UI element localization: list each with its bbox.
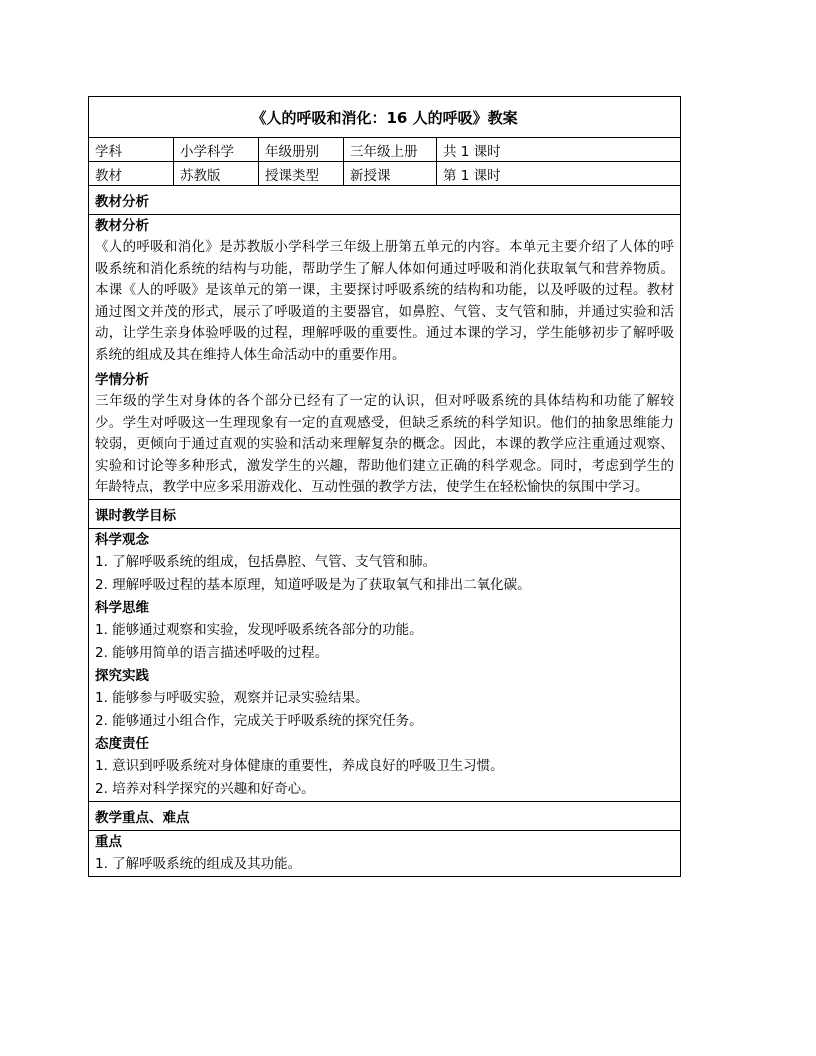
analysis-heading: 教材分析 xyxy=(89,186,681,215)
subject-value: 小学科学 xyxy=(174,138,259,162)
total-periods: 共 1 课时 xyxy=(437,138,681,162)
key-points-heading: 教学重点、难点 xyxy=(89,801,681,830)
lesson-plan-page xyxy=(88,96,680,877)
goals-heading: 课时教学目标 xyxy=(89,499,681,528)
grade-label: 年级册别 xyxy=(259,138,344,162)
lesson-type-label: 授课类型 xyxy=(259,162,344,186)
textbook-value: 苏教版 xyxy=(174,162,259,186)
analysis-body xyxy=(89,215,681,500)
goals-heading-row xyxy=(89,499,681,528)
goal-group-title: 科学思维 xyxy=(95,599,149,616)
goals-body xyxy=(89,528,681,801)
goal-group-title: 探究实践 xyxy=(95,667,149,684)
goals-body-row xyxy=(89,528,681,801)
focus-item: 1. 了解呼吸系统的组成及其功能。 xyxy=(95,855,302,872)
goal-item: 2. 能够用简单的语言描述呼吸的过程。 xyxy=(95,644,329,661)
material-analysis-title: 教材分析 xyxy=(95,218,149,234)
goal-item: 2. 培养对科学探究的兴趣和好奇心。 xyxy=(95,780,315,797)
lesson-type-value: 新授课 xyxy=(344,162,437,186)
title-row xyxy=(89,97,681,138)
current-period: 第 1 课时 xyxy=(437,162,681,186)
document-title: 《人的呼吸和消化：16 人的呼吸》教案 xyxy=(89,97,681,138)
textbook-label: 教材 xyxy=(89,162,174,186)
goal-item: 2. 能够通过小组合作，完成关于呼吸系统的探究任务。 xyxy=(95,712,423,729)
student-analysis-title: 学情分析 xyxy=(95,372,149,388)
key-points-body-row xyxy=(89,830,681,876)
key-points-heading-row xyxy=(89,801,681,830)
material-analysis-text: 《人的呼吸和消化》是苏教版小学科学三年级上册第五单元的内容。本单元主要介绍了人体的呼吸系统和消化系统的结构与功能，帮助学生了解人体如何通过呼吸和消化获取氧气和营养物质。本课《人的呼吸》是该单元的第一课，主要探讨呼吸系统的结构和功能，以及呼吸的过程。教材通过图文并茂的形式，展示了呼吸道的主要器官，如鼻腔、气管、支气管和肺，并通过实验和活动，让学生亲身体验呼吸的过程，理解呼吸的重要性。通过本课的学习，学生能够初步了解呼吸系统的组成及其在维持人体生命活动中的重要作用。 xyxy=(95,239,675,363)
meta-row-1 xyxy=(89,138,681,162)
goal-item: 1. 能够通过观察和实验，发现呼吸系统各部分的功能。 xyxy=(95,621,423,638)
goal-group-title: 科学观念 xyxy=(95,531,149,548)
analysis-heading-row xyxy=(89,186,681,215)
goal-item: 1. 能够参与呼吸实验，观察并记录实验结果。 xyxy=(95,689,369,706)
goal-item: 1. 意识到呼吸系统对身体健康的重要性，养成良好的呼吸卫生习惯。 xyxy=(95,757,504,774)
goal-item: 1. 了解呼吸系统的组成，包括鼻腔、气管、支气管和肺。 xyxy=(95,553,437,570)
focus-title: 重点 xyxy=(95,833,122,850)
student-analysis-text: 三年级的学生对身体的各个部分已经有了一定的认识，但对呼吸系统的具体结构和功能了解较少。学生对呼吸这一生理现象有一定的直观感受，但缺乏系统的科学知识。他们的抽象思维能力较弱，更倾向于通过直观的实验和活动来理解复杂的概念。因此，本课的教学应注重通过观察、实验和讨论等多种形式，激发学生的兴趣，帮助他们建立正确的科学观念。同时，考虑到学生的年龄特点，教学中应多采用游戏化、互动性强的教学方法，使学生在轻松愉快的氛围中学习。 xyxy=(95,393,675,495)
meta-row-2 xyxy=(89,162,681,186)
subject-label: 学科 xyxy=(89,138,174,162)
goal-group-title: 态度责任 xyxy=(95,735,149,752)
grade-value: 三年级上册 xyxy=(344,138,437,162)
lesson-plan-table xyxy=(88,96,681,877)
analysis-body-row xyxy=(89,215,681,500)
key-points-body xyxy=(89,830,681,876)
goal-item: 2. 理解呼吸过程的基本原理，知道呼吸是为了获取氧气和排出二氧化碳。 xyxy=(95,576,531,593)
